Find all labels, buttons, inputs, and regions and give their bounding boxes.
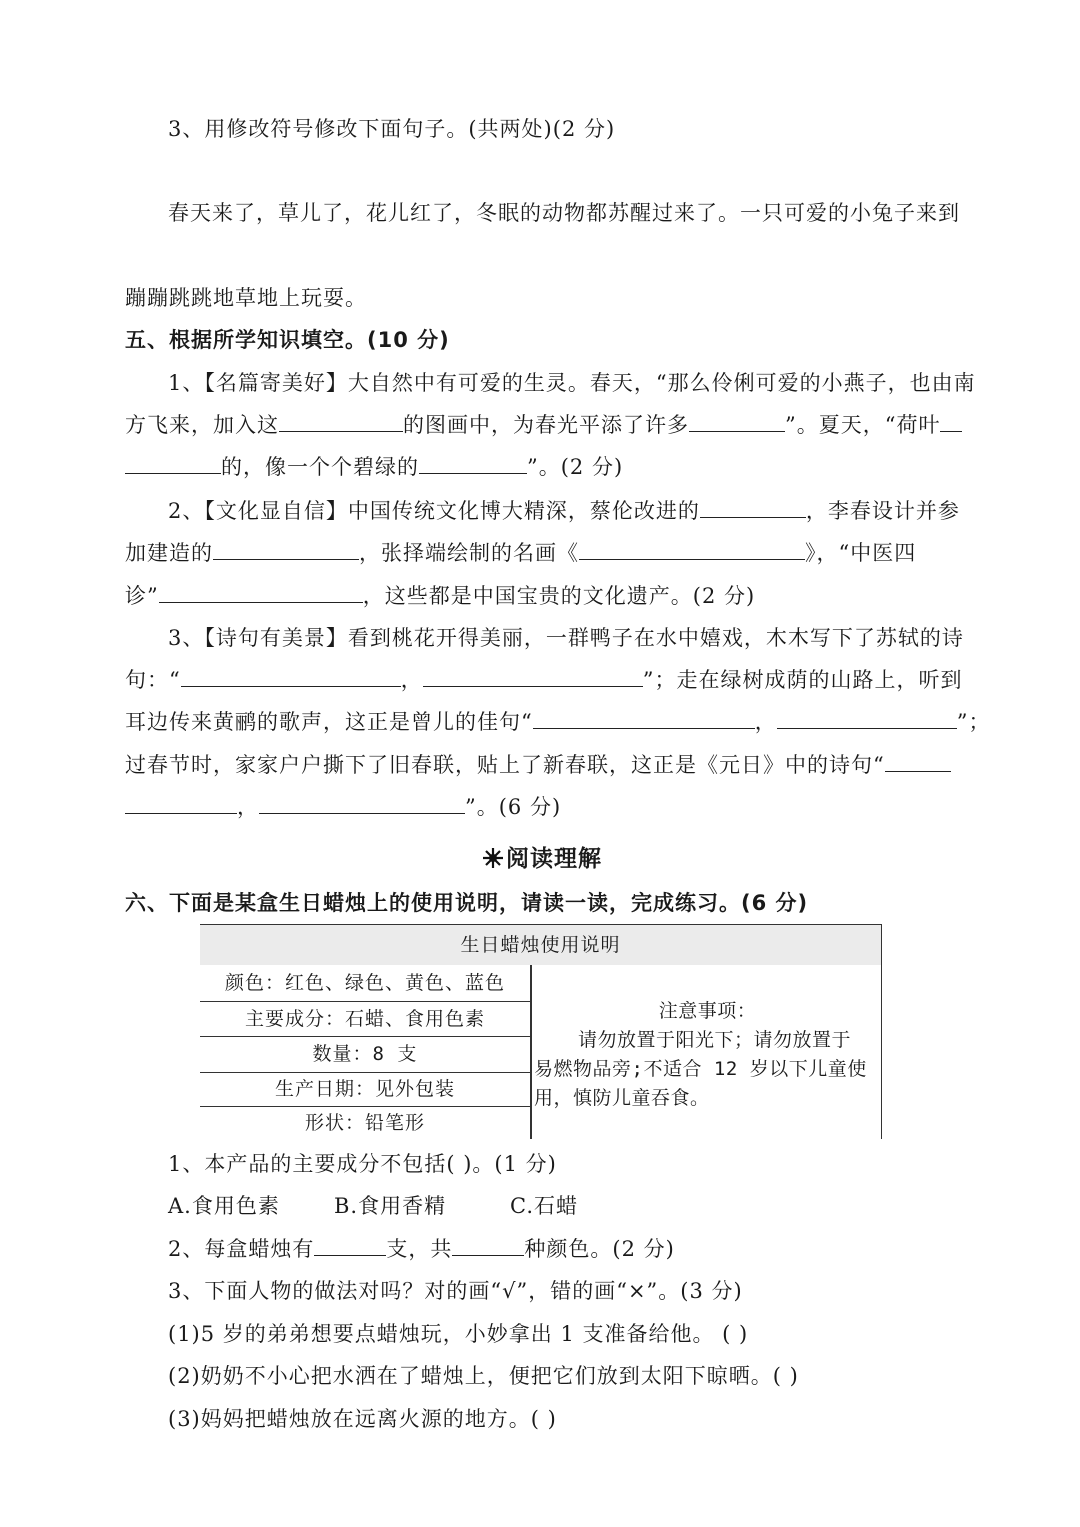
text: 种颜色。(2 分): [524, 1237, 675, 1261]
blank-field[interactable]: [579, 539, 805, 560]
question-5-3-line-5: [125, 791, 561, 821]
table-row: 形状：铅笔形: [304, 1112, 425, 1134]
option-b[interactable]: B.食用香精: [334, 1194, 447, 1218]
blank-field[interactable]: [125, 453, 221, 474]
blank-field[interactable]: [885, 751, 951, 772]
candle-instruction-table: [200, 924, 882, 1139]
blank-field[interactable]: [213, 539, 359, 560]
question-6-3-item-3: (3)妈妈把蜡烛放在远离火源的地方。( ): [168, 1407, 557, 1431]
text: ，: [400, 668, 423, 692]
question-5-2-line-2: [125, 537, 916, 567]
note-line: 用，慎防儿童吞食。: [534, 1087, 710, 1109]
reading-header: [482, 840, 602, 873]
text: ”。夏天，“荷叶: [785, 413, 941, 437]
blank-field[interactable]: [423, 666, 643, 687]
question-5-3-line-4: [125, 749, 951, 779]
section-5-title: 五、根据所学知识填空。(10 分): [125, 328, 450, 352]
blank-field[interactable]: [700, 497, 806, 518]
text: 的，像一个个碧绿的: [221, 455, 419, 479]
text: 支，共: [386, 1237, 453, 1261]
question-5-2-line-1: [168, 495, 960, 525]
question-6-3-item-1: (1)5 岁的弟弟想要点蜡烛玩，小妙拿出 1 支准备给他。 ( ): [168, 1322, 749, 1346]
text: 2、每盒蜡烛有: [168, 1237, 315, 1261]
text: ，张择端绘制的名画《: [359, 541, 579, 565]
question-5-2-line-3: [125, 580, 755, 610]
table-note: [534, 997, 881, 1113]
text: 过春节时，家家户户撕下了旧春联，贴上了新春联，这正是《元日》中的诗句“: [125, 753, 885, 777]
question-5-3-line-1: 3、【诗句有美景】看到桃花开得美丽，一群鸭子在水中嬉戏，木木写下了苏轼的诗: [168, 626, 964, 650]
text: ，: [237, 795, 259, 819]
blank-field[interactable]: [259, 793, 465, 814]
text: 的图画中，为春光平添了许多: [403, 413, 689, 437]
text: 加建造的: [125, 541, 213, 565]
question-5-1-line-2: [125, 409, 962, 439]
text: ”。(6 分): [465, 795, 562, 819]
text: 》，“中医四: [805, 541, 917, 565]
table-row: 主要成分：石蜡、食用色素: [200, 1002, 530, 1037]
question-5-3-line-2: [125, 664, 963, 694]
question-6-2: [168, 1233, 675, 1263]
note-line: 易燃物品旁;不适合 12 岁以下儿童使: [534, 1058, 867, 1080]
blank-field[interactable]: [279, 411, 403, 432]
text: ”；: [956, 710, 991, 734]
question-5-1-line-3: [125, 451, 623, 481]
reading-title: 阅读理解: [506, 846, 602, 872]
blank-field[interactable]: [314, 1235, 386, 1256]
text: 2、【文化显自信】中国传统文化博大精深，蔡伦改进的: [168, 499, 700, 523]
text: 耳边传来黄鹂的歌声，这正是曾儿的佳句“: [125, 710, 533, 734]
option-c[interactable]: C.石蜡: [510, 1194, 578, 1218]
question-6-3: 3、下面人物的做法对吗？对的画“√”，错的画“×”。(3 分): [168, 1279, 743, 1303]
table-row: 数量：8 支: [200, 1037, 530, 1073]
sun-burst-icon: [482, 847, 504, 869]
question-4-3: 3、用修改符号修改下面句子。(共两处)(2 分): [168, 117, 616, 141]
text: ，这些都是中国宝贵的文化遗产。(2 分): [362, 584, 756, 608]
question-5-1-line-1: 1、【名篇寄美好】大自然中有可爱的生灵。春天，“那么伶俐可爱的小燕子，也由南: [168, 371, 976, 395]
note-line: 请勿放置于阳光下；请勿放置于: [578, 1029, 852, 1051]
blank-field[interactable]: [181, 666, 401, 687]
sentence-line-1: 春天来了，草儿了，花儿红了，冬眠的动物都苏醒过来了。一只可爱的小兔子来到: [168, 201, 960, 225]
text: ”。(2 分): [527, 455, 624, 479]
blank-field[interactable]: [689, 411, 785, 432]
text: 诊”: [125, 584, 159, 608]
table-row: 生产日期：见外包装: [200, 1073, 530, 1107]
text: ，: [754, 710, 777, 734]
text: ”；走在绿树成荫的山路上，听到: [642, 668, 963, 692]
blank-field[interactable]: [419, 453, 527, 474]
question-5-3-line-3: [125, 706, 990, 736]
question-6-1: 1、本产品的主要成分不包括( )。(1 分): [168, 1152, 557, 1176]
text: 句：“: [125, 668, 181, 692]
table-row: 颜色：红色、绿色、黄色、蓝色: [200, 965, 530, 1002]
table-title: 生日蜡烛使用说明: [200, 925, 881, 965]
blank-field[interactable]: [533, 708, 755, 729]
blank-field[interactable]: [125, 793, 237, 814]
blank-field[interactable]: [452, 1235, 524, 1256]
question-6-3-item-2: (2)奶奶不小心把水洒在了蜡烛上，便把它们放到太阳下晾晒。( ): [168, 1364, 799, 1388]
text: ，李春设计并参: [805, 499, 960, 523]
table-divider: [530, 965, 532, 1139]
sentence-line-2: 蹦蹦跳跳地草地上玩耍。: [125, 286, 367, 310]
blank-field[interactable]: [940, 411, 962, 432]
text: 方飞来，加入这: [125, 413, 279, 437]
question-6-1-options: [168, 1190, 578, 1220]
note-title: 注意事项：: [658, 1000, 757, 1022]
option-a[interactable]: A.食用色素: [168, 1194, 280, 1218]
blank-field[interactable]: [777, 708, 957, 729]
blank-field[interactable]: [159, 582, 363, 603]
section-6-title: 六、下面是某盒生日蜡烛上的使用说明，请读一读，完成练习。(6 分): [125, 891, 809, 915]
